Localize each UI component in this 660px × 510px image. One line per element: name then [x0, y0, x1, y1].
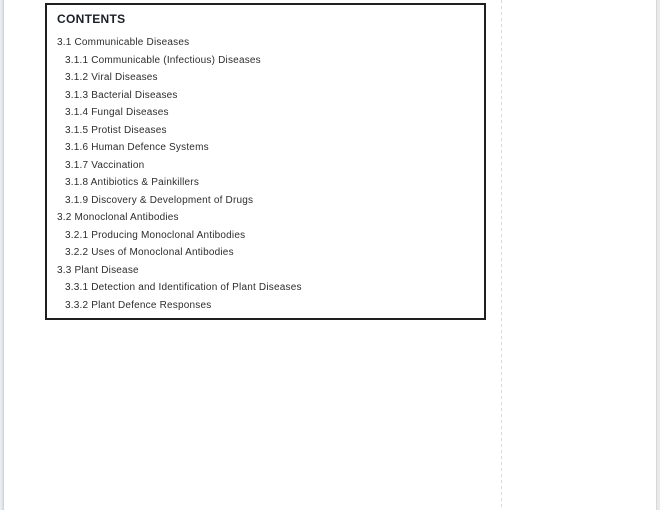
toc-item: 3.1.7 Vaccination	[65, 159, 145, 171]
toc-item: 3.1.2 Viral Diseases	[65, 72, 158, 83]
contents-box	[45, 3, 486, 320]
toc-item: 3.1.1 Communicable (Infectious) Diseases	[65, 54, 261, 66]
toc-item: 3.1.9 Discovery & Development of Drugs	[65, 194, 254, 206]
toc-item: 3.3 Plant Disease	[57, 264, 139, 276]
page-margin-dashed-guide	[501, 0, 502, 510]
toc-item: 3.2.2 Uses of Monoclonal Antibodies	[65, 247, 234, 258]
toc-item: 3.3.2 Plant Defence Responses	[65, 299, 212, 311]
right-page-edge	[656, 0, 660, 510]
toc-item: 3.1.8 Antibiotics & Painkillers	[65, 177, 200, 188]
toc-item: 3.2 Monoclonal Antibodies	[57, 212, 179, 223]
toc-item: 3.1 Communicable Diseases	[57, 37, 190, 48]
left-page-edge	[0, 0, 4, 510]
toc-item: 3.2.1 Producing Monoclonal Antibodies	[65, 229, 246, 241]
toc-item: 3.1.6 Human Defence Systems	[65, 142, 209, 153]
toc-list	[57, 34, 472, 314]
toc-item: 3.1.3 Bacterial Diseases	[65, 89, 178, 101]
contents-title: CONTENTS	[57, 12, 126, 26]
toc-item: 3.1.4 Fungal Diseases	[65, 107, 169, 118]
toc-item: 3.1.5 Protist Diseases	[65, 124, 167, 136]
toc-item: 3.3.1 Detection and Identification of Plant Diseases	[65, 282, 302, 293]
